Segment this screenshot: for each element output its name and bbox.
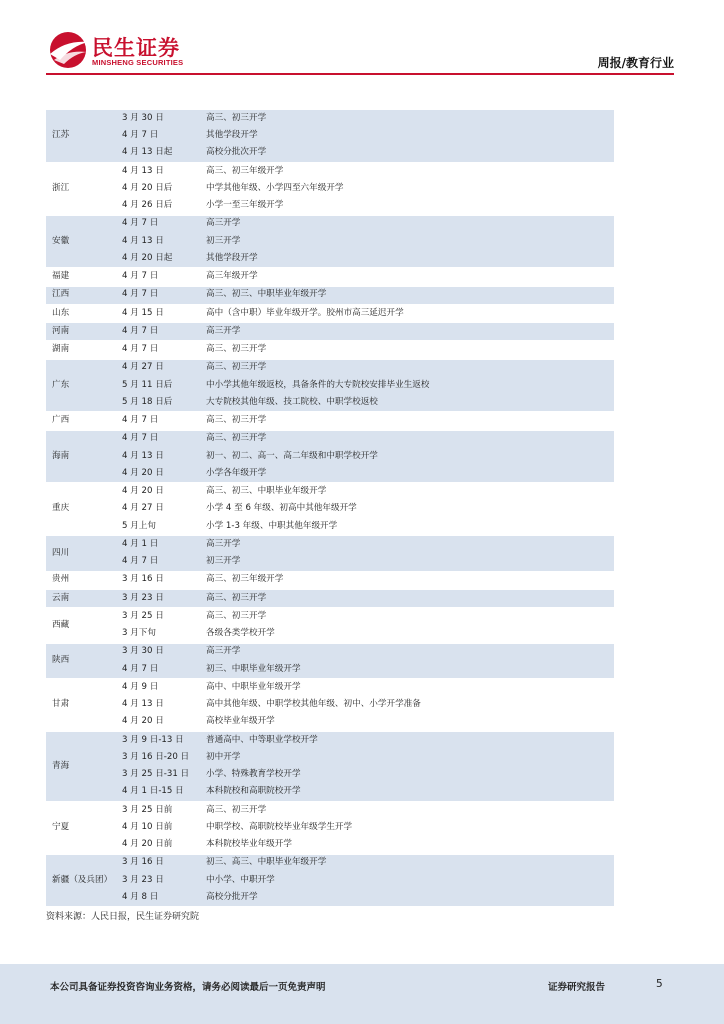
date-cell: 4 月 7 日 bbox=[122, 553, 206, 571]
table-row bbox=[46, 679, 614, 697]
table-row bbox=[46, 625, 614, 643]
minsheng-logo-icon bbox=[46, 30, 90, 70]
date-cell: 4 月 20 日 bbox=[122, 465, 206, 483]
description-cell: 小学一至三年级开学 bbox=[206, 200, 284, 211]
description-cell: 高中、中职毕业年级开学 bbox=[206, 679, 614, 697]
date-cell: 4 月 1 日 bbox=[122, 536, 206, 554]
description-cell: 初中开学 bbox=[206, 749, 614, 766]
description-cell: 大专院校其他年级、技工院校、中职学校返校 bbox=[206, 394, 614, 412]
province-cell: 山东 bbox=[46, 304, 122, 322]
province-cell: 河南 bbox=[46, 323, 122, 341]
table-row bbox=[46, 465, 614, 483]
description-cell: 初三、高三、中职毕业年级开学 bbox=[206, 854, 614, 872]
description-cell: 高三开学 bbox=[206, 643, 614, 661]
page-number: 5 bbox=[656, 978, 663, 990]
table-row bbox=[46, 127, 614, 144]
province-cell: 广东 bbox=[46, 359, 122, 412]
table-row bbox=[46, 215, 614, 233]
school-reopening-table bbox=[46, 110, 614, 906]
date-cell: 3 月 30 日 bbox=[122, 110, 206, 127]
date-cell: 4 月 7 日 bbox=[122, 215, 206, 233]
description-cell: 高三、初三年级开学 bbox=[206, 162, 614, 180]
date-cell: 4 月 26 日后 bbox=[122, 200, 173, 211]
description-cell: 高三、初三、中职毕业年级开学 bbox=[206, 483, 614, 501]
date-cell: 4 月 7 日 bbox=[122, 286, 206, 304]
date-cell: 3 月 23 日 bbox=[122, 589, 206, 607]
table-row bbox=[46, 784, 614, 802]
header-divider bbox=[46, 73, 674, 75]
table-row bbox=[46, 377, 614, 394]
date-cell: 4 月 7 日 bbox=[122, 127, 206, 144]
table-row bbox=[46, 731, 614, 749]
table-row bbox=[46, 250, 614, 268]
page-header bbox=[0, 0, 724, 80]
description-cell: 高校分批次开学 bbox=[206, 145, 614, 163]
description-cell: 高校分批开学 bbox=[206, 889, 614, 906]
description-cell: 初三开学 bbox=[206, 553, 614, 571]
table-row bbox=[46, 696, 614, 713]
table-row bbox=[46, 197, 614, 215]
date-cell: 4 月 7 日 bbox=[122, 341, 206, 359]
province-cell: 贵州 bbox=[46, 571, 122, 589]
province-cell: 江西 bbox=[46, 286, 122, 304]
table-row bbox=[46, 394, 614, 412]
table-row bbox=[46, 110, 614, 127]
date-cell: 4 月 7 日 bbox=[122, 661, 206, 679]
description-cell: 高校毕业年级开学 bbox=[206, 716, 275, 727]
date-cell: 4 月 15 日 bbox=[122, 304, 206, 322]
date-cell: 4 月 20 日后 bbox=[122, 182, 173, 193]
date-cell: 4 月 7 日 bbox=[122, 268, 206, 286]
date-cell: 3 月 23 日 bbox=[122, 872, 206, 889]
description-cell: 高三、初三开学 bbox=[206, 430, 614, 448]
table-row bbox=[46, 483, 614, 501]
table-row bbox=[46, 571, 614, 589]
province-cell: 浙江 bbox=[46, 162, 122, 215]
date-cell: 4 月 20 日起 bbox=[122, 250, 206, 268]
table-row bbox=[46, 854, 614, 872]
province-cell: 海南 bbox=[46, 430, 122, 483]
province-cell: 陕西 bbox=[46, 643, 122, 679]
table-row bbox=[46, 501, 614, 518]
description-cell: 各级各类学校开学 bbox=[206, 628, 275, 639]
description-cell: 初三、中职毕业年级开学 bbox=[206, 661, 614, 679]
date-cell: 3 月下旬 bbox=[122, 628, 156, 639]
date-cell: 3 月 25 日-31 日 bbox=[122, 766, 206, 783]
description-cell: 初一、初二、高一、高二年级和中职学校开学 bbox=[206, 448, 614, 465]
date-cell: 3 月 25 日前 bbox=[122, 801, 206, 819]
table-row bbox=[46, 749, 614, 766]
date-cell: 4 月 10 日前 bbox=[122, 821, 173, 832]
description-cell: 高三、初三开学 bbox=[206, 359, 614, 377]
table-row bbox=[46, 286, 614, 304]
description-cell: 高中（含中职）毕业年级开学。胶州市高三延迟开学 bbox=[206, 304, 614, 322]
description-cell: 小学 1-3 年级、中职其他年级开学 bbox=[206, 520, 338, 531]
description-cell: 小学各年级开学 bbox=[206, 465, 614, 483]
date-cell: 3 月 16 日-20 日 bbox=[122, 749, 206, 766]
description-cell: 高三、初三年级开学 bbox=[206, 571, 614, 589]
date-cell: 4 月 13 日 bbox=[122, 233, 206, 250]
province-cell: 青海 bbox=[46, 731, 122, 801]
description-cell: 其他学段开学 bbox=[206, 127, 614, 144]
date-cell: 3 月 9 日-13 日 bbox=[122, 731, 206, 749]
description-cell: 高三、初三开学 bbox=[206, 341, 614, 359]
description-cell: 初三开学 bbox=[206, 233, 614, 250]
date-cell: 4 月 20 日 bbox=[122, 483, 206, 501]
description-cell: 本科院校毕业年级开学 bbox=[206, 839, 292, 850]
date-cell: 5 月 18 日后 bbox=[122, 394, 206, 412]
description-cell: 高三、初三、中职毕业年级开学 bbox=[206, 286, 614, 304]
table-row bbox=[46, 661, 614, 679]
table-row bbox=[46, 323, 614, 341]
date-cell: 4 月 27 日 bbox=[122, 359, 206, 377]
date-cell: 4 月 13 日 bbox=[122, 699, 164, 710]
footer-disclaimer: 本公司具备证券投资咨询业务资格，请务必阅读最后一页免责声明 bbox=[50, 982, 326, 993]
province-cell: 西藏 bbox=[46, 608, 122, 644]
date-cell: 4 月 20 日前 bbox=[122, 839, 173, 850]
table-row bbox=[46, 608, 614, 626]
date-cell: 3 月 16 日 bbox=[122, 854, 206, 872]
table-row bbox=[46, 872, 614, 889]
description-cell: 高三、初三开学 bbox=[206, 801, 614, 819]
table-row bbox=[46, 162, 614, 180]
table-row bbox=[46, 412, 614, 430]
description-cell: 高三、初三开学 bbox=[206, 589, 614, 607]
table-row bbox=[46, 836, 614, 854]
table-row bbox=[46, 341, 614, 359]
date-cell: 4 月 7 日 bbox=[122, 430, 206, 448]
table-row bbox=[46, 766, 614, 783]
date-cell: 5 月 11 日后 bbox=[122, 377, 206, 394]
table-row bbox=[46, 359, 614, 377]
date-cell: 4 月 13 日起 bbox=[122, 145, 206, 163]
province-cell: 福建 bbox=[46, 268, 122, 286]
province-cell: 广西 bbox=[46, 412, 122, 430]
province-cell: 湖南 bbox=[46, 341, 122, 359]
date-cell: 4 月 13 日 bbox=[122, 448, 206, 465]
description-cell: 中小学、中职开学 bbox=[206, 872, 614, 889]
province-cell: 重庆 bbox=[46, 483, 122, 536]
description-cell: 高三开学 bbox=[206, 323, 614, 341]
description-cell: 中学其他年级、小学四至六年级开学 bbox=[206, 182, 344, 193]
date-cell: 4 月 27 日 bbox=[122, 503, 164, 514]
province-cell: 安徽 bbox=[46, 215, 122, 268]
date-cell: 3 月 16 日 bbox=[122, 571, 206, 589]
date-cell: 3 月 25 日 bbox=[122, 608, 206, 626]
page-footer bbox=[0, 964, 724, 1024]
description-cell: 高三年级开学 bbox=[206, 268, 614, 286]
table-row bbox=[46, 518, 614, 536]
footer-report-name: 证券研究报告 bbox=[548, 982, 606, 993]
date-cell: 4 月 8 日 bbox=[122, 889, 206, 906]
description-cell: 高三开学 bbox=[206, 215, 614, 233]
table-row bbox=[46, 304, 614, 322]
table-row bbox=[46, 714, 614, 732]
province-cell: 四川 bbox=[46, 536, 122, 572]
date-cell: 4 月 20 日 bbox=[122, 716, 164, 727]
date-cell: 4 月 7 日 bbox=[122, 323, 206, 341]
table-row bbox=[46, 536, 614, 554]
description-cell: 小学 4 至 6 年级、初高中其他年级开学 bbox=[206, 503, 357, 514]
description-cell: 普通高中、中等职业学校开学 bbox=[206, 731, 614, 749]
table-row bbox=[46, 180, 614, 197]
description-cell: 高三开学 bbox=[206, 536, 614, 554]
description-cell: 小学、特殊教育学校开学 bbox=[206, 766, 614, 783]
date-cell: 3 月 30 日 bbox=[122, 643, 206, 661]
brand-name: 民生证券 bbox=[92, 36, 180, 60]
table-row bbox=[46, 801, 614, 819]
date-cell: 4 月 13 日 bbox=[122, 162, 206, 180]
table-row bbox=[46, 145, 614, 163]
description-cell: 高三、初三开学 bbox=[206, 412, 614, 430]
description-cell: 高三、初三开学 bbox=[206, 608, 614, 626]
table-row bbox=[46, 448, 614, 465]
table-row bbox=[46, 643, 614, 661]
date-cell: 5 月上旬 bbox=[122, 520, 156, 531]
table-row bbox=[46, 233, 614, 250]
source-note: 资料来源：人民日报，民生证券研究院 bbox=[46, 912, 200, 922]
description-cell: 中小学其他年级返校，具备条件的大专院校安排毕业生返校 bbox=[206, 377, 614, 394]
province-cell: 甘肃 bbox=[46, 679, 122, 732]
description-cell: 高三、初三开学 bbox=[206, 110, 614, 127]
table-row bbox=[46, 268, 614, 286]
date-cell: 4 月 1 日-15 日 bbox=[122, 784, 206, 802]
table-row bbox=[46, 819, 614, 836]
province-cell: 新疆（及兵团） bbox=[46, 854, 122, 906]
province-cell: 宁夏 bbox=[46, 801, 122, 854]
table-row bbox=[46, 553, 614, 571]
description-cell: 中职学校、高职院校毕业年级学生开学 bbox=[206, 821, 353, 832]
report-type-label: 周报/教育行业 bbox=[597, 56, 674, 70]
table-row bbox=[46, 889, 614, 906]
brand-name-english: MINSHENG SECURITIES bbox=[92, 58, 184, 67]
province-cell: 江苏 bbox=[46, 110, 122, 162]
table-row bbox=[46, 589, 614, 607]
table-row bbox=[46, 430, 614, 448]
date-cell: 4 月 9 日 bbox=[122, 679, 206, 697]
description-cell: 高中其他年级、中职学校其他年级、初中、小学开学准备 bbox=[206, 699, 421, 710]
description-cell: 本科院校和高职院校开学 bbox=[206, 784, 614, 802]
description-cell: 其他学段开学 bbox=[206, 250, 614, 268]
date-cell: 4 月 7 日 bbox=[122, 412, 206, 430]
province-cell: 云南 bbox=[46, 589, 122, 607]
